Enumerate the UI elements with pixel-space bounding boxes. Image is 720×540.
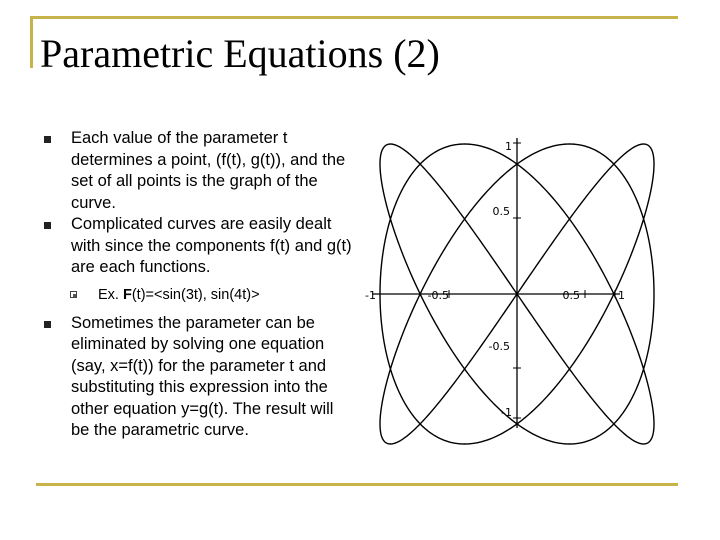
bullet-text: Each value of the parameter t determines a point, (f(t), g(t)), and the set of all points is the graph of the curve.	[71, 129, 346, 212]
slide-title: Parametric Equations (2)	[40, 31, 440, 76]
sub-bullet-item	[36, 285, 356, 305]
left-accent-rule	[30, 16, 33, 68]
parametric-curve-graph	[365, 128, 630, 438]
y-tick-label: 0.5	[492, 205, 510, 218]
x-tick-label: 0.5	[562, 289, 580, 302]
bullet-list	[36, 128, 356, 442]
square-bullet-icon	[44, 321, 51, 328]
bullet-text: Sometimes the parameter can be eliminated by solving one equation (say, x=f(t)) for the parameter t and substituting this expression into the other equation y=g(t). The result will be the parametric curve.	[71, 313, 334, 439]
bullet-text: Complicated curves are easily dealt with since the components f(t) and g(t) are each functions.	[71, 215, 352, 276]
top-accent-rule	[30, 16, 678, 19]
bullet-item	[36, 128, 356, 214]
square-bullet-icon	[44, 136, 51, 143]
bullet-item	[36, 214, 356, 279]
y-tick-label: -0.5	[488, 340, 510, 353]
x-tick-label: -0.5	[427, 289, 449, 302]
square-bullet-icon	[44, 222, 51, 229]
bottom-accent-rule	[36, 483, 678, 486]
bullet-item	[36, 313, 356, 442]
y-tick-label: 1	[505, 140, 512, 153]
y-tick-label: -1	[501, 406, 512, 419]
sub-bullet-inner	[73, 294, 76, 297]
x-tick-label: -1	[365, 289, 376, 302]
x-tick-label: 1	[618, 289, 625, 302]
sub-bullet-rest: (t)=<sin(3t), sin(4t)>	[131, 286, 260, 303]
sub-bullet-bold: F	[122, 286, 132, 303]
sub-bullet-prefix: Ex.	[98, 286, 123, 303]
